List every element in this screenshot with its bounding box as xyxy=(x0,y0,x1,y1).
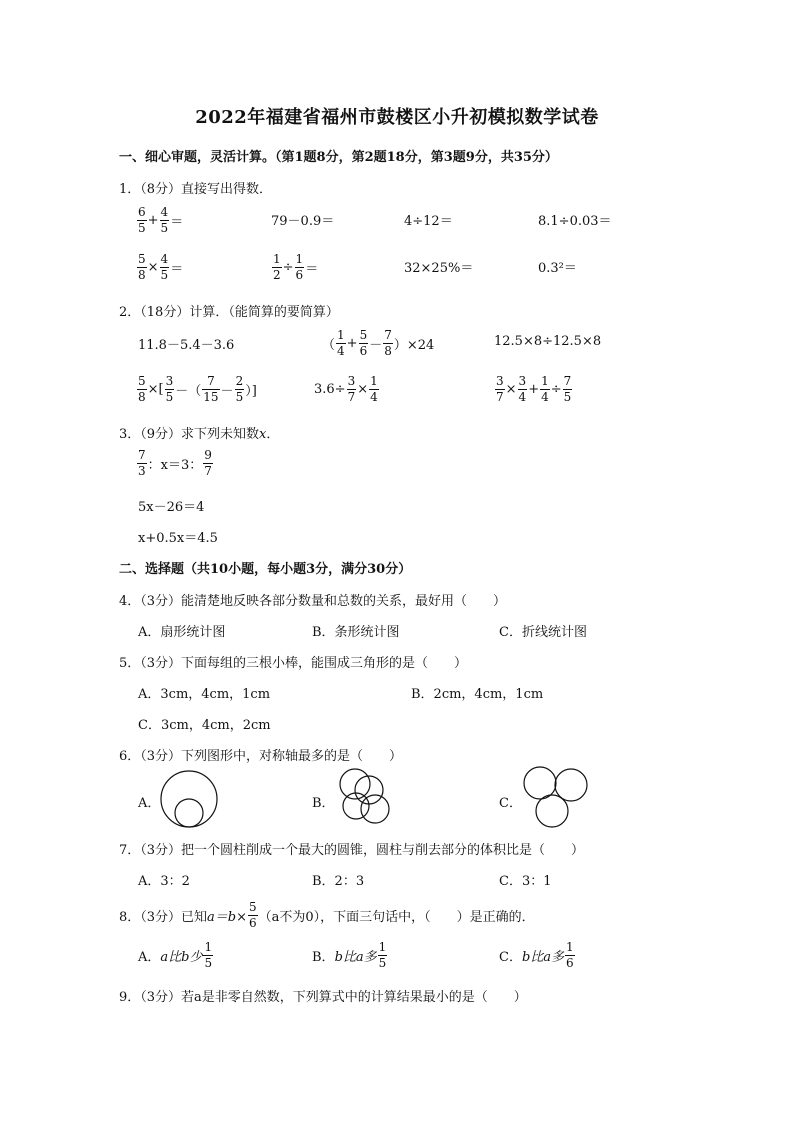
q2-item-a: 11.8－5.4－3.6 xyxy=(138,338,235,353)
q6-stem: 6．（3分）下列图形中，对称轴最多的是（ ） xyxy=(119,749,403,764)
fraction: $\frac{1}{6}$ xyxy=(566,940,574,970)
fraction: $\frac{9}{7}$ xyxy=(204,448,212,478)
q4-option-b: B．条形统计图 xyxy=(312,625,400,640)
fraction: $\frac{3}{7}$ xyxy=(347,374,356,404)
q1-item-d: 8.1÷0.03＝ xyxy=(538,214,612,229)
q5-option-a: A．3cm，4cm，1cm xyxy=(138,687,271,702)
q1-item-h: 0.3²＝ xyxy=(538,261,577,276)
fraction: $\frac{1}{4}$ xyxy=(541,374,549,404)
q5-option-b: B．2cm，4cm，1cm xyxy=(411,687,544,702)
section-1-heading: 一、细心审题，灵活计算。（第1题8分，第2题18分，第3题9分，共35分） xyxy=(119,150,558,165)
fraction: $\frac{5}{8}$ xyxy=(138,252,146,282)
q7-option-b: B．2：3 xyxy=(312,874,365,889)
q8-option-c: C． b比a多 $\frac{1}{6}$ xyxy=(499,940,574,970)
q2-stem: 2．（18分）计算．（能简算的要简算） xyxy=(119,305,339,320)
fraction: $\frac{3}{4}$ xyxy=(518,374,527,404)
q2-item-e: 3.6÷ $\frac{3}{7}$ × $\frac{1}{4}$ xyxy=(314,374,378,404)
circle-figure-a xyxy=(158,768,220,830)
q1-item-e: $\frac{5}{8}$ × $\frac{4}{5}$ ＝ xyxy=(138,252,184,282)
q7-stem: 7．（3分）把一个圆柱削成一个最大的圆锥，圆柱与削去部分的体积比是（ ） xyxy=(119,843,585,858)
fraction: $\frac{5}{8}$ xyxy=(138,374,146,404)
q8-option-b: B． b比a多 $\frac{1}{5}$ xyxy=(312,940,387,970)
q4-stem: 4．（3分）能清楚地反映各部分数量和总数的关系，最好用（ ） xyxy=(119,594,507,609)
q7-option-a: A．3：2 xyxy=(138,874,190,889)
fraction: $\frac{4}{5}$ xyxy=(160,252,169,282)
q2-item-d: $\frac{5}{8}$ ×[ $\frac{3}{5}$ －（ $\frac{7}{15}$ － $\frac{2}{5}$ ）] xyxy=(138,374,257,404)
q7-option-c: C．3：1 xyxy=(499,874,552,889)
q1-stem: 1．（8分）直接写出得数． xyxy=(119,182,273,197)
q2-item-f: $\frac{3}{7}$ × $\frac{3}{4}$ + $\frac{1}{4}$ ÷ $\frac{7}{5}$ xyxy=(496,374,572,404)
fraction: $\frac{4}{5}$ xyxy=(160,205,169,235)
q8-stem: 8．（3分）已知 a＝b× $\frac{5}{6}$ （a不为0），下面三句话中，（ ）是正确的． xyxy=(119,900,535,930)
q5-option-c: C．3cm，4cm，2cm xyxy=(138,718,271,733)
circle-figure-b xyxy=(335,766,395,830)
q1-item-b: 79－0.9＝ xyxy=(271,214,335,229)
q2-item-c: 12.5×8÷12.5×8 xyxy=(494,334,602,349)
circle-figure-c xyxy=(520,764,590,830)
fraction: $\frac{3}{7}$ xyxy=(496,374,504,404)
q6-option-a: A． xyxy=(138,796,161,811)
q1-item-a: $\frac{6}{5}$ + $\frac{4}{5}$ ＝ xyxy=(138,205,184,235)
q8-option-a: A． a比b少 $\frac{1}{5}$ xyxy=(138,940,213,970)
q1-item-g: 32×25%＝ xyxy=(404,261,474,276)
section-2-heading: 二、选择题（共10小题，每小题3分，满分30分） xyxy=(119,562,412,577)
q6-option-b: B． xyxy=(312,796,335,811)
q3-eq-2: 5x－26＝4 xyxy=(138,500,205,515)
q2-item-b: （ $\frac{1}{4}$ + $\frac{5}{6}$ － $\frac{7}{8}$ ）×24 xyxy=(322,328,435,358)
fraction: $\frac{7}{3}$ xyxy=(138,448,146,478)
q6-option-c: C． xyxy=(499,796,522,811)
page-title: 2022年福建省福州市鼓楼区小升初模拟数学试卷 xyxy=(195,107,599,128)
fraction: $\frac{7}{15}$ xyxy=(203,374,219,404)
q3-stem: 3．（9分）求下列未知数x． xyxy=(119,427,280,442)
q9-stem: 9．（3分）若a是非零自然数，下列算式中的计算结果最小的是（ ） xyxy=(119,990,527,1005)
fraction: $\frac{1}{5}$ xyxy=(378,940,387,970)
fraction: $\frac{6}{5}$ xyxy=(138,205,146,235)
q3-eq-1: $\frac{7}{3}$ ：x＝3： $\frac{9}{7}$ xyxy=(138,448,212,478)
fraction: $\frac{5}{6}$ xyxy=(359,328,368,358)
fraction: $\frac{7}{8}$ xyxy=(384,328,392,358)
fraction: $\frac{1}{6}$ xyxy=(295,252,304,282)
q3-eq-3: x+0.5x＝4.5 xyxy=(138,531,218,546)
fraction: $\frac{1}{4}$ xyxy=(370,374,378,404)
q1-item-c: 4÷12＝ xyxy=(404,214,453,229)
fraction: $\frac{1}{5}$ xyxy=(204,940,213,970)
q1-item-f: $\frac{1}{2}$ ÷ $\frac{1}{6}$ ＝ xyxy=(273,252,319,282)
fraction: $\frac{1}{4}$ xyxy=(337,328,345,358)
q4-option-a: A．扇形统计图 xyxy=(138,625,226,640)
fraction: $\frac{5}{6}$ xyxy=(249,900,257,930)
fraction: $\frac{2}{5}$ xyxy=(235,374,244,404)
fraction: $\frac{1}{2}$ xyxy=(273,252,281,282)
fraction: $\frac{3}{5}$ xyxy=(165,374,174,404)
q5-stem: 5．（3分）下面每组的三根小棒，能围成三角形的是（ ） xyxy=(119,656,468,671)
fraction: $\frac{7}{5}$ xyxy=(563,374,572,404)
q4-option-c: C．折线统计图 xyxy=(499,625,587,640)
